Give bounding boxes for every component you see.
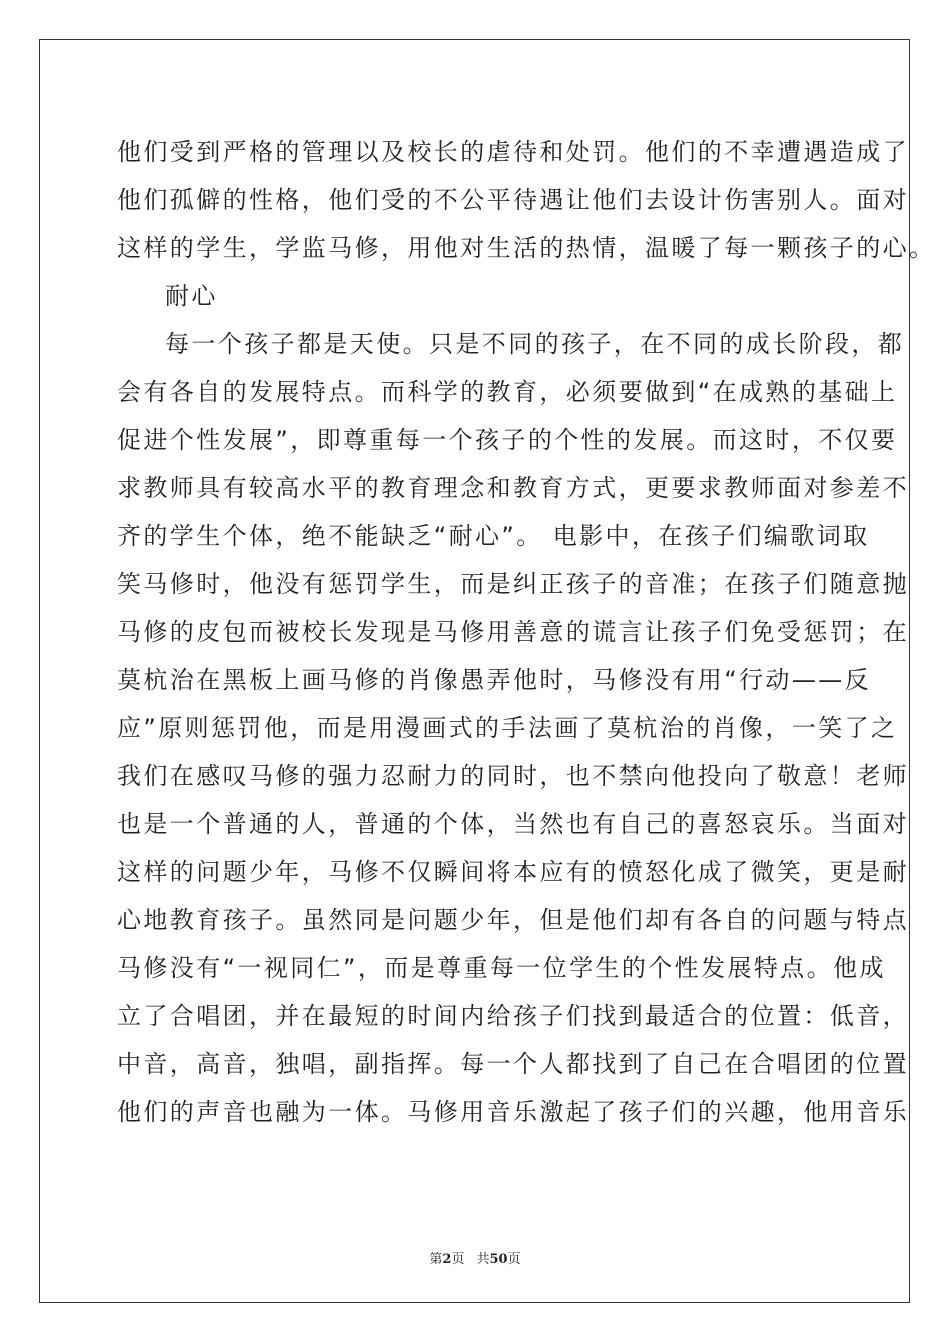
text-line: 他们孤僻的性格，他们受的不公平待遇让他们去设计伤害别人。面对 (117, 186, 909, 214)
text-line: 会有各自的发展特点。而科学的教育，必须要做到“在成熟的基础上 (117, 378, 898, 406)
text-line: 也是一个普通的人，普通的个体，当然也有自己的喜怒哀乐。当面对 (117, 810, 909, 838)
text-line: 求教师具有较高水平的教育理念和教育方式，更要求教师面对参差不 (117, 474, 909, 502)
text-line: 这样的问题少年，马修不仅瞬间将本应有的愤怒化成了微笑，更是耐 (117, 858, 909, 886)
text-line: 齐的学生个体，绝不能缺乏“耐心”。 电影中，在孩子们编歌词取 (117, 522, 870, 550)
text-line: 我们在感叹马修的强力忍耐力的同时，也不禁向他投向了敬意！老师 (117, 762, 909, 790)
text-line: 笑马修时，他没有惩罚学生，而是纠正孩子的音准；在孩子们随意抛 (117, 570, 909, 598)
text-line: 这样的学生，学监马修，用他对生活的热情，温暖了每一颗孩子的心。 (117, 234, 936, 262)
text-line: 中音，高音，独唱，副指挥。每一个人都找到了自己在合唱团的位置 (117, 1050, 909, 1078)
total-suffix: 页 (507, 1252, 521, 1267)
text-line: 心地教育孩子。虽然同是问题少年，但是他们却有各自的问题与特点 (117, 906, 909, 934)
page-suffix: 页 (451, 1252, 465, 1267)
text-line: 马修没有“一视同仁”，而是尊重每一位学生的个性发展特点。他成 (117, 954, 886, 982)
text-line: 莫杭治在黑板上画马修的肖像愚弄他时，马修没有用“行动——反 (117, 666, 872, 694)
document-body (117, 128, 936, 1136)
text-line: 马修的皮包而被校长发现是马修用善意的谎言让孩子们免受惩罚；在 (117, 618, 909, 646)
text-line: 他们的声音也融为一体。马修用音乐激起了孩子们的兴趣，他用音乐 (117, 1098, 909, 1126)
page-prefix: 第 (429, 1252, 443, 1267)
text-line: 每一个孩子都是天使。只是不同的孩子，在不同的成长阶段，都 (165, 330, 905, 358)
current-page-number: 2 (442, 1252, 452, 1267)
page-footer (0, 1248, 950, 1267)
text-line: 促进个性发展”，即尊重每一个孩子的个性的发展。而这时，不仅要 (117, 426, 898, 454)
total-prefix: 共 (476, 1252, 490, 1267)
total-page-number: 50 (489, 1252, 508, 1267)
text-line: 立了合唱团，并在最短的时间内给孩子们找到最适合的位置：低音， (117, 1002, 909, 1030)
text-line: 他们受到严格的管理以及校长的虐待和处罚。他们的不幸遭遇造成了 (117, 138, 909, 166)
text-line: 应”原则惩罚他，而是用漫画式的手法画了莫杭治的肖像，一笑了之 (117, 714, 898, 742)
text-line: 耐心 (165, 282, 218, 310)
